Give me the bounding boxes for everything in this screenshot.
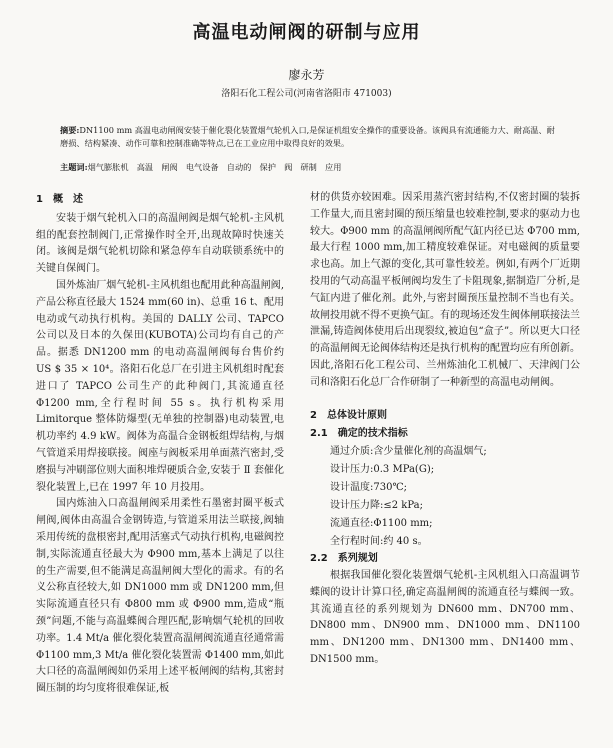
abstract-label: 摘要:	[60, 125, 80, 135]
abstract-text: DN1100 mm 高温电动闸阀安装于催化裂化装置烟气轮机入口,是保证机组安全操作的重要设备。该阀具有流通能力大、耐高温、耐磨损、结构紧凑、动作可靠和控制准确等特点,已在工业应用中取得良好的效果。	[60, 125, 555, 148]
param-item: 设计压力:0.3 MPa(G);	[330, 464, 435, 476]
param-item: 设计压力降:≤2 kPa;	[330, 500, 423, 512]
affiliation: 洛阳石化工程公司(河南省洛阳市 471003)	[221, 89, 392, 99]
section-2-2-heading: 2.2 系列规划	[310, 553, 378, 565]
paragraph: 国内炼油入口高温闸阀采用柔性石墨密封圈平板式闸阀,阀体由高温合金钢铸造,与管道采用法兰联接,阀轴采用传统的盘根密封,配用活塞式气动执行机构,电磁阀控制,实际流通直径最大为 Φ900 mm,基本上满足了以往的生产需要,但不能满足高温闸阀大型化的需求。有的名义公称直径较大,如 DN1000 mm 或 DN1200 mm,但实际流通直径只有 Φ800 mm 或 Φ900 mm,造成“瓶颈”问题,不能与高温蝶阀合理匹配,影响烟气轮机的回收功率。1.4 Mt/a 催化裂化装置高温闸阀流通直径通常需 Φ1100 mm,3 Mt/a 催化裂化装置需 Φ1400 mm,如此大口径的高温闸阀如仍采用上述平板闸阀的结构,其密封圈压制的均匀度将很难保证,板	[36, 498, 284, 695]
keywords-text: 烟气膨胀机 高温 闸阀 电气设备 自动的 保护 阀 研制 应用	[87, 162, 342, 172]
param-item: 通过介质:含少量催化剂的高温烟气;	[330, 446, 487, 458]
keywords	[60, 162, 560, 173]
section-2-1-heading: 2.1 确定的技术指标	[310, 428, 408, 440]
left-column	[36, 190, 284, 698]
paragraph: 材的供货亦较困难。因采用蒸汽密封结构,不仅密封圈的装拆工作量大,而且密封圈的预压缩量也较难控制,要求的驱动力也较大。Φ900 mm 的高温闸阀所配气缸内径已达 Φ700 mm,最大行程 1000 mm,加工精度较难保证。对电磁阀的质量要求也高。加上气源的变化,其可靠性较差。例如,有两个厂近期投用的气动高温平板闸阀均发生了卡阻现象,据制造厂分析,是气缸内进了催化剂。此外,与密封圈预压量控制不当也有关。故闸投用就不得不更换气缸。有的现场还发生阀体闸联接法兰泄漏,铸造阀体使用后出现裂纹,被迫包“盒子”。所以更大口径的高温闸阀无论阀体结构还是执行机构的配置均应有所创新。因此,洛阳石化工程公司、兰州炼油化工机械厂、天津阀门公司和洛阳石化总厂合作研制了一种新型的高温电动闸阀。	[310, 192, 580, 388]
param-item: 流通直径:Φ1100 mm;	[330, 518, 433, 530]
page-title: 高温电动闸阀的研制与应用	[192, 22, 421, 43]
section-2-heading: 2 总体设计原则	[310, 409, 387, 421]
param-item: 设计温度:730℃;	[330, 482, 408, 494]
section-1-heading: 1 概 述	[36, 194, 83, 205]
abstract	[60, 124, 560, 150]
param-item: 全行程时间:约 40 s。	[330, 536, 428, 548]
paragraph: 根据我国催化裂化装置烟气轮机-主风机组入口高温调节蝶阀的设计计算口径,确定高温闸阀的流通直径与蝶阀一致。其流通直径的系列规划为 DN600 mm、DN700 mm、DN800 mm、DN900 mm、DN1000 mm、DN1100 mm、DN1200 mm、DN1300 mm、DN1400 mm、DN1500 mm。	[310, 569, 580, 665]
author: 廖永芳	[288, 68, 325, 82]
paragraph: 安装于烟气轮机入口的高温闸阀是烟气轮机-主风机组的配套控制阀门,正常操作时全开,出现故障时快速关闭。该阀是烟气轮机切除和紧急停车自动联锁系统中的关键自保阀门。	[36, 212, 284, 275]
right-column	[310, 190, 580, 669]
paragraph: 国外炼油厂烟气轮机-主风机组也配用此种高温闸阀,产品公称直径最大 1524 mm(60 in)、总重 16 t、配用电动或气动执行机构。美国的 DALLY 公司、TAPCO 公司以及日本的久保田(KUBOTA)公司均有自己的产品。据悉 DN1200 mm 的电动高温闸阀每台售价约 US $ 35 × 10⁴。洛阳石化总厂在引进主风机组时配套进口了 TAPCO 公司生产的此种阀门,其流通直径 Φ1200 mm,全行程时间 55 s。执行机构采用 Limitorque 整体防爆型(无单独的控制器)电动装置,电机功率约 4.9 kW。阀体为高温合金钢板组焊结构,与烟气管道采用焊接联接。阀座与阀板采用单面蒸汽密封,受磨损与冲刷部位则大面积堆焊硬质合金,安装于 Ⅱ 套催化裂化装置上,已在 1997 年 10 月投用。	[36, 279, 284, 493]
keywords-label: 主题词:	[60, 162, 88, 172]
